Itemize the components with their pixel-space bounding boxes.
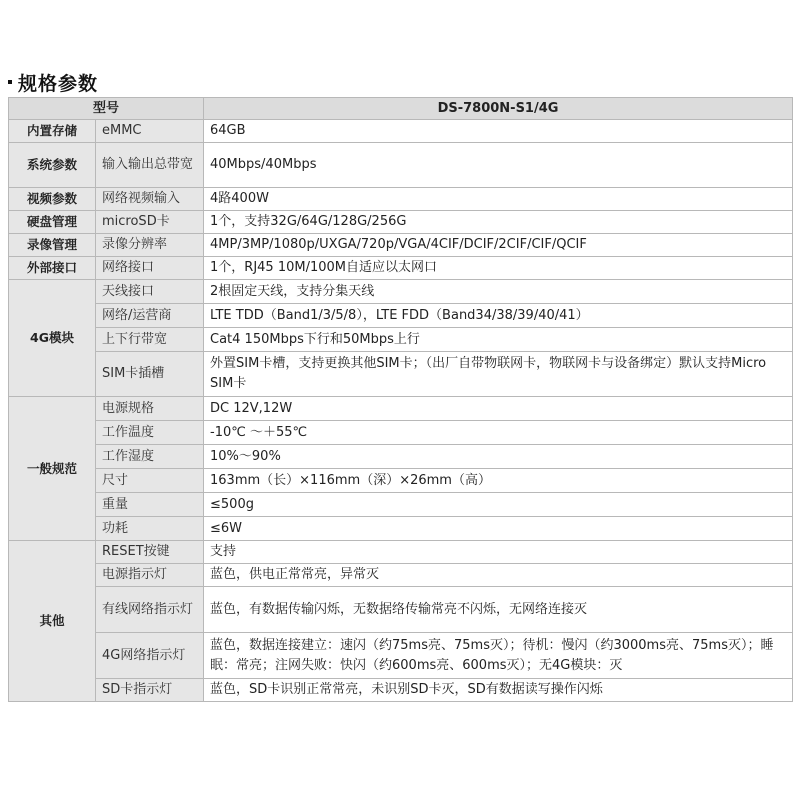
- spec-value: 10%～90%: [204, 445, 793, 469]
- category-4g-module: 4G模块: [9, 280, 96, 397]
- table-row: [9, 541, 793, 564]
- spec-value: 2根固定天线，支持分集天线: [204, 280, 793, 304]
- spec-item: microSD卡: [96, 211, 204, 234]
- bullet-icon: [8, 80, 12, 84]
- spec-item: 有线网络指示灯: [96, 587, 204, 633]
- category-disk: 硬盘管理: [9, 211, 96, 234]
- table-row: [9, 397, 793, 421]
- spec-value: 40Mbps/40Mbps: [204, 143, 793, 188]
- spec-item: 电源指示灯: [96, 564, 204, 587]
- model-value: DS-7800N-S1/4G: [204, 98, 793, 120]
- table-row: [9, 445, 793, 469]
- table-row: [9, 304, 793, 328]
- spec-value: 蓝色，供电正常常亮，异常灭: [204, 564, 793, 587]
- spec-item: 网络接口: [96, 257, 204, 280]
- category-video: 视频参数: [9, 188, 96, 211]
- spec-value: 1个，支持32G/64G/128G/256G: [204, 211, 793, 234]
- spec-item: 工作温度: [96, 421, 204, 445]
- category-general: 一般规范: [9, 397, 96, 541]
- spec-value: LTE TDD（Band1/3/5/8），LTE FDD（Band34/38/39/40/41）: [204, 304, 793, 328]
- table-row: [9, 280, 793, 304]
- table-row: [9, 679, 793, 702]
- spec-value: 163mm（长）×116mm（深）×26mm（高）: [204, 469, 793, 493]
- spec-item: eMMC: [96, 120, 204, 143]
- table-row: [9, 328, 793, 352]
- spec-value: 4MP/3MP/1080p/UXGA/720p/VGA/4CIF/DCIF/2CIF/CIF/QCIF: [204, 234, 793, 257]
- table-row: [9, 188, 793, 211]
- spec-item: SIM卡插槽: [96, 352, 204, 397]
- table-row: [9, 587, 793, 633]
- spec-value: 蓝色，有数据传输闪烁，无数据络传输常亮不闪烁，无网络连接灭: [204, 587, 793, 633]
- spec-item: 电源规格: [96, 397, 204, 421]
- spec-item: 功耗: [96, 517, 204, 541]
- table-row: [9, 493, 793, 517]
- spec-item: 4G网络指示灯: [96, 633, 204, 679]
- section-title: 规格参数: [18, 72, 99, 95]
- category-system: 系统参数: [9, 143, 96, 188]
- spec-value: Cat4 150Mbps下行和50Mbps上行: [204, 328, 793, 352]
- table-row: [9, 211, 793, 234]
- model-label: 型号: [9, 98, 204, 120]
- spec-value: 蓝色，SD卡识别正常常亮，未识别SD卡灭，SD有数据读写操作闪烁: [204, 679, 793, 702]
- spec-table: [8, 97, 793, 702]
- table-row: [9, 633, 793, 679]
- category-storage: 内置存储: [9, 120, 96, 143]
- table-row: [9, 421, 793, 445]
- table-header-row: [9, 98, 793, 120]
- spec-value: 蓝色，数据连接建立：速闪（约75ms亮、75ms灭）；待机：慢闪（约3000ms亮、75ms灭）；睡眠：常亮；注网失败：快闪（约600ms亮、600ms灭）；无4G模块：灭: [204, 633, 793, 679]
- spec-item: 重量: [96, 493, 204, 517]
- spec-value: -10℃ ～＋55℃: [204, 421, 793, 445]
- category-record: 录像管理: [9, 234, 96, 257]
- spec-item: 网络视频输入: [96, 188, 204, 211]
- category-other: 其他: [9, 541, 96, 702]
- table-row: [9, 120, 793, 143]
- spec-item: RESET按键: [96, 541, 204, 564]
- table-row: [9, 234, 793, 257]
- spec-item: 网络/运营商: [96, 304, 204, 328]
- spec-value: 外置SIM卡槽，支持更换其他SIM卡；（出厂自带物联网卡，物联网卡与设备绑定）默认支持Micro SIM卡: [204, 352, 793, 397]
- table-row: [9, 352, 793, 397]
- spec-value: 支持: [204, 541, 793, 564]
- table-row: [9, 517, 793, 541]
- spec-value: 1个，RJ45 10M/100M自适应以太网口: [204, 257, 793, 280]
- section-heading: [8, 68, 98, 96]
- spec-value: ≤6W: [204, 517, 793, 541]
- spec-value: DC 12V,12W: [204, 397, 793, 421]
- spec-item: 尺寸: [96, 469, 204, 493]
- spec-item: 录像分辨率: [96, 234, 204, 257]
- table-row: [9, 469, 793, 493]
- spec-value: 64GB: [204, 120, 793, 143]
- category-interface: 外部接口: [9, 257, 96, 280]
- spec-item: 输入输出总带宽: [96, 143, 204, 188]
- spec-item: SD卡指示灯: [96, 679, 204, 702]
- spec-item: 工作湿度: [96, 445, 204, 469]
- table-row: [9, 257, 793, 280]
- spec-item: 上下行带宽: [96, 328, 204, 352]
- spec-value: 4路400W: [204, 188, 793, 211]
- spec-value: ≤500g: [204, 493, 793, 517]
- spec-item: 天线接口: [96, 280, 204, 304]
- table-row: [9, 143, 793, 188]
- table-row: [9, 564, 793, 587]
